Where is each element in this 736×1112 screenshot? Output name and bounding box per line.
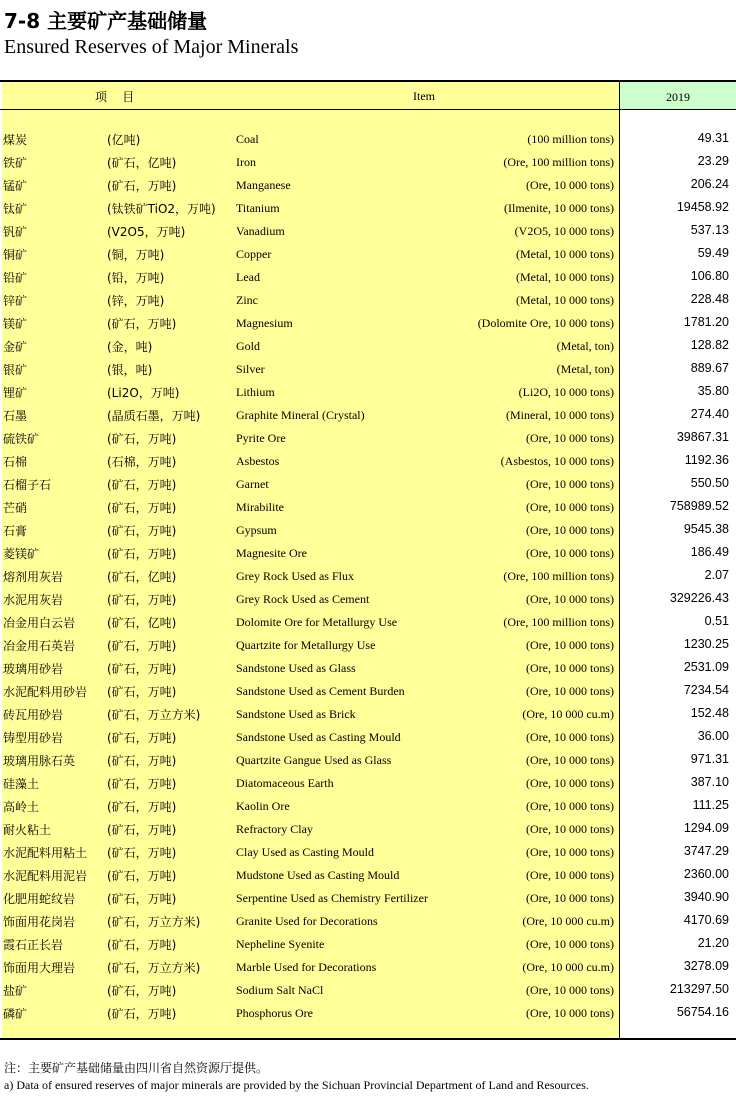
mineral-name-en: Quartzite for Metallurgy Use (236, 638, 376, 652)
unit-cn: (铜，万吨) (107, 248, 165, 262)
unit-en: (Ore, 10 000 tons) (526, 477, 614, 491)
reserve-value: 1781.20 (683, 315, 729, 329)
mineral-name-cn: 铜矿 (3, 248, 28, 262)
table-row (0, 840, 736, 863)
unit-en: (Ore, 10 000 tons) (526, 546, 614, 560)
table-row (0, 219, 736, 242)
unit-cn: (矿石，亿吨) (107, 616, 177, 630)
mineral-name-en: Gypsum (236, 523, 277, 537)
mineral-name-en: Magnesium (236, 316, 293, 330)
reserve-value: 1294.09 (683, 821, 729, 835)
table-body (0, 127, 736, 1024)
mineral-name-cn: 铸型用砂岩 (3, 731, 64, 745)
unit-en: (Ore, 10 000 tons) (526, 753, 614, 767)
unit-cn: (矿石，万吨) (107, 179, 177, 193)
unit-en: (Metal, 10 000 tons) (516, 293, 614, 307)
mineral-name-en: Graphite Mineral (Crystal) (236, 408, 365, 422)
mineral-name-en: Garnet (236, 477, 269, 491)
table-row (0, 702, 736, 725)
unit-cn: (矿石，万吨) (107, 639, 177, 653)
unit-cn: (矿石，万吨) (107, 823, 177, 837)
table-row (0, 656, 736, 679)
unit-cn: (矿石，万吨) (107, 984, 177, 998)
unit-cn: (矿石，万吨) (107, 524, 177, 538)
table-row (0, 771, 736, 794)
footnote-cn: 注：主要矿产基础储量由四川省自然资源厅提供。 (4, 1061, 269, 1075)
mineral-name-en: Granite Used for Decorations (236, 914, 378, 928)
table-row (0, 633, 736, 656)
mineral-name-cn: 水泥配料用粘土 (3, 846, 88, 860)
table-row (0, 978, 736, 1001)
table-row (0, 541, 736, 564)
reserve-value: 3940.90 (683, 890, 729, 904)
mineral-name-cn: 盐矿 (3, 984, 28, 998)
mineral-name-en: Serpentine Used as Chemistry Fertilizer (236, 891, 428, 905)
mineral-name-cn: 冶金用白云岩 (3, 616, 76, 630)
unit-en: (Ore, 100 million tons) (503, 155, 614, 169)
unit-cn: (矿石，万立方米) (107, 961, 201, 975)
reserve-value: 7234.54 (683, 683, 729, 697)
table-row (0, 725, 736, 748)
reserve-value: 2531.09 (683, 660, 729, 674)
reserve-value: 4170.69 (683, 913, 729, 927)
mineral-name-cn: 钒矿 (3, 225, 28, 239)
table-row (0, 1001, 736, 1024)
mineral-name-en: Marble Used for Decorations (236, 960, 377, 974)
reserve-value: 2.07 (704, 568, 729, 582)
unit-cn: (矿石，万吨) (107, 892, 177, 906)
unit-en: (Ore, 10 000 tons) (526, 431, 614, 445)
mineral-name-en: Refractory Clay (236, 822, 313, 836)
reserve-value: 39867.31 (676, 430, 729, 444)
unit-en: (Ore, 10 000 tons) (526, 937, 614, 951)
unit-en: (Metal, ton) (556, 339, 614, 353)
reserve-value: 550.50 (690, 476, 729, 490)
unit-en: (Ore, 10 000 tons) (526, 592, 614, 606)
table-row (0, 242, 736, 265)
unit-en: (Ore, 10 000 tons) (526, 730, 614, 744)
unit-cn: (矿石，万吨) (107, 685, 177, 699)
mineral-name-en: Diatomaceous Earth (236, 776, 334, 790)
mineral-name-en: Sandstone Used as Cement Burden (236, 684, 405, 698)
reserve-value: 59.49 (697, 246, 729, 260)
table-row (0, 587, 736, 610)
unit-en: (Ore, 10 000 tons) (526, 799, 614, 813)
unit-cn: (矿石，万吨) (107, 800, 177, 814)
unit-cn: (矿石，万吨) (107, 777, 177, 791)
table-row (0, 886, 736, 909)
mineral-name-en: Titanium (236, 201, 280, 215)
reserve-value: 206.24 (690, 177, 729, 191)
unit-cn: (矿石，万吨) (107, 1007, 177, 1021)
unit-cn: (银，吨) (107, 363, 153, 377)
mineral-name-cn: 高岭土 (3, 800, 40, 814)
reserve-value: 971.31 (690, 752, 729, 766)
mineral-name-en: Lead (236, 270, 260, 284)
table-row (0, 863, 736, 886)
minerals-table (0, 80, 736, 1040)
unit-en: (Ore, 10 000 tons) (526, 983, 614, 997)
mineral-name-cn: 水泥配料用泥岩 (3, 869, 88, 883)
unit-cn: (石棉，万吨) (107, 455, 177, 469)
mineral-name-cn: 镁矿 (3, 317, 28, 331)
reserve-value: 889.67 (690, 361, 729, 375)
table-row (0, 380, 736, 403)
mineral-name-cn: 石墨 (3, 409, 28, 423)
mineral-name-en: Dolomite Ore for Metallurgy Use (236, 615, 398, 629)
table-row (0, 265, 736, 288)
table-row (0, 518, 736, 541)
table-row (0, 426, 736, 449)
mineral-name-cn: 石榴子石 (3, 478, 52, 492)
mineral-name-cn: 玻璃用砂岩 (3, 662, 64, 676)
header-item-en: Item (413, 89, 435, 103)
mineral-name-cn: 煤炭 (3, 133, 28, 147)
mineral-name-cn: 磷矿 (3, 1007, 28, 1021)
mineral-name-cn: 霞石正长岩 (3, 938, 64, 952)
unit-en: (Ore, 10 000 tons) (526, 684, 614, 698)
mineral-name-cn: 玻璃用脉石英 (3, 754, 76, 768)
table-row (0, 679, 736, 702)
unit-cn: (矿石，亿吨) (107, 156, 177, 170)
mineral-name-en: Manganese (236, 178, 291, 192)
table-header (0, 82, 736, 110)
reserve-value: 213297.50 (669, 982, 729, 996)
table-row (0, 357, 736, 380)
unit-cn: (矿石，万吨) (107, 731, 177, 745)
mineral-name-cn: 石膏 (3, 524, 28, 538)
mineral-name-en: Coal (236, 132, 259, 146)
table-row (0, 173, 736, 196)
mineral-name-cn: 硫铁矿 (3, 432, 40, 446)
reserve-value: 111.25 (692, 798, 729, 812)
unit-en: (Metal, 10 000 tons) (516, 270, 614, 284)
unit-cn: (矿石，万吨) (107, 478, 177, 492)
mineral-name-en: Copper (236, 247, 272, 261)
unit-cn: (晶质石墨，万吨) (107, 409, 201, 423)
unit-en: (Ilmenite, 10 000 tons) (504, 201, 614, 215)
table-row (0, 196, 736, 219)
unit-cn: (矿石，万吨) (107, 869, 177, 883)
unit-en: (Metal, 10 000 tons) (516, 247, 614, 261)
table-row (0, 564, 736, 587)
unit-cn: (矿石，万吨) (107, 846, 177, 860)
reserve-value: 228.48 (690, 292, 729, 306)
mineral-name-en: Gold (236, 339, 260, 353)
mineral-name-cn: 钛矿 (3, 202, 28, 216)
mineral-name-cn: 硅藻土 (3, 777, 40, 791)
reserve-value: 21.20 (697, 936, 729, 950)
footnote-en: a) Data of ensured reserves of major minerals are provided by the Sichuan Provincial Department of Land and Resources. (4, 1078, 589, 1092)
reserve-value: 329226.43 (669, 591, 729, 605)
unit-cn: (矿石，亿吨) (107, 570, 177, 584)
unit-cn: (矿石，万吨) (107, 547, 177, 561)
reserve-value: 1192.36 (684, 453, 729, 467)
unit-cn: (Li2O，万吨) (107, 386, 180, 400)
mineral-name-en: Nepheline Syenite (236, 937, 325, 951)
table-row (0, 909, 736, 932)
reserve-value: 3747.29 (683, 844, 729, 858)
unit-en: (Ore, 10 000 tons) (526, 500, 614, 514)
unit-en: (Ore, 100 million tons) (503, 569, 614, 583)
mineral-name-en: Mirabilite (236, 500, 284, 514)
reserve-value: 23.29 (697, 154, 729, 168)
unit-cn: (锌，万吨) (107, 294, 165, 308)
mineral-name-cn: 饰面用大理岩 (3, 961, 76, 975)
table-row (0, 334, 736, 357)
unit-en: (Ore, 10 000 tons) (526, 1006, 614, 1020)
reserve-value: 387.10 (690, 775, 729, 789)
unit-cn: (金，吨) (107, 340, 153, 354)
mineral-name-cn: 金矿 (3, 340, 28, 354)
table-row (0, 955, 736, 978)
mineral-name-en: Sandstone Used as Glass (236, 661, 356, 675)
mineral-name-cn: 砖瓦用砂岩 (3, 708, 64, 722)
unit-cn: (铅，万吨) (107, 271, 165, 285)
reserve-value: 152.48 (690, 706, 729, 720)
mineral-name-cn: 锰矿 (3, 179, 28, 193)
page-title-cn: 7-8 主要矿产基础储量 (4, 9, 208, 33)
unit-en: (Mineral, 10 000 tons) (506, 408, 614, 422)
table-row (0, 449, 736, 472)
mineral-name-en: Iron (236, 155, 256, 169)
unit-en: (Ore, 10 000 tons) (526, 638, 614, 652)
header-year: 2019 (620, 82, 736, 109)
unit-en: (Li2O, 10 000 tons) (518, 385, 614, 399)
unit-en: (Ore, 10 000 tons) (526, 845, 614, 859)
unit-cn: (矿石，万吨) (107, 754, 177, 768)
reserve-value: 49.31 (697, 131, 729, 145)
mineral-name-en: Vanadium (236, 224, 285, 238)
table-row (0, 748, 736, 771)
unit-cn: (矿石，万立方米) (107, 708, 201, 722)
mineral-name-cn: 熔剂用灰岩 (3, 570, 64, 584)
unit-en: (Ore, 10 000 cu.m) (522, 960, 614, 974)
mineral-name-cn: 锂矿 (3, 386, 28, 400)
mineral-name-en: Kaolin Ore (236, 799, 290, 813)
unit-cn: (矿石，万吨) (107, 662, 177, 676)
table-row (0, 403, 736, 426)
unit-en: (Ore, 10 000 tons) (526, 523, 614, 537)
table-row (0, 610, 736, 633)
reserve-value: 56754.16 (676, 1005, 729, 1019)
table-row (0, 288, 736, 311)
mineral-name-cn: 菱镁矿 (3, 547, 40, 561)
mineral-name-en: Phosphorus Ore (236, 1006, 313, 1020)
mineral-name-cn: 饰面用花岗岩 (3, 915, 76, 929)
mineral-name-en: Pyrite Ore (236, 431, 286, 445)
unit-cn: (矿石，万吨) (107, 317, 177, 331)
reserve-value: 758989.52 (669, 499, 729, 513)
mineral-name-cn: 银矿 (3, 363, 28, 377)
unit-en: (Ore, 10 000 cu.m) (522, 707, 614, 721)
mineral-name-en: Zinc (236, 293, 258, 307)
unit-en: (Dolomite Ore, 10 000 tons) (477, 316, 614, 330)
mineral-name-cn: 化肥用蛇纹岩 (3, 892, 76, 906)
table-row (0, 127, 736, 150)
mineral-name-cn: 锌矿 (3, 294, 28, 308)
unit-en: (Ore, 10 000 tons) (526, 776, 614, 790)
header-item-cn: 项 目 (95, 90, 135, 104)
unit-en: (Ore, 10 000 cu.m) (522, 914, 614, 928)
unit-en: (Asbestos, 10 000 tons) (500, 454, 614, 468)
mineral-name-cn: 石棉 (3, 455, 28, 469)
reserve-value: 186.49 (690, 545, 729, 559)
mineral-name-en: Lithium (236, 385, 275, 399)
mineral-name-en: Clay Used as Casting Mould (236, 845, 374, 859)
mineral-name-en: Sodium Salt NaCl (236, 983, 324, 997)
unit-cn: (矿石，万吨) (107, 432, 177, 446)
reserve-value: 36.00 (697, 729, 729, 743)
mineral-name-cn: 冶金用石英岩 (3, 639, 76, 653)
table-row (0, 150, 736, 173)
unit-cn: (钛铁矿TiO2，万吨) (107, 202, 216, 216)
reserve-value: 0.51 (704, 614, 729, 628)
unit-en: (Ore, 100 million tons) (503, 615, 614, 629)
table-row (0, 817, 736, 840)
mineral-name-cn: 铁矿 (3, 156, 28, 170)
mineral-name-cn: 水泥用灰岩 (3, 593, 64, 607)
mineral-name-en: Grey Rock Used as Flux (236, 569, 354, 583)
reserve-value: 2360.00 (683, 867, 729, 881)
unit-en: (V2O5, 10 000 tons) (514, 224, 614, 238)
mineral-name-en: Mudstone Used as Casting Mould (236, 868, 400, 882)
unit-cn: (亿吨) (107, 133, 141, 147)
unit-cn: (矿石，万吨) (107, 938, 177, 952)
table-row (0, 472, 736, 495)
reserve-value: 35.80 (697, 384, 729, 398)
table-row (0, 495, 736, 518)
unit-cn: (V2O5，万吨) (107, 225, 186, 239)
table-row (0, 932, 736, 955)
unit-cn: (矿石，万立方米) (107, 915, 201, 929)
mineral-name-en: Grey Rock Used as Cement (236, 592, 370, 606)
reserve-value: 1230.25 (683, 637, 729, 651)
mineral-name-en: Silver (236, 362, 265, 376)
unit-en: (Ore, 10 000 tons) (526, 868, 614, 882)
unit-en: (Ore, 10 000 tons) (526, 178, 614, 192)
reserve-value: 274.40 (690, 407, 729, 421)
mineral-name-cn: 芒硝 (3, 501, 28, 515)
unit-cn: (矿石，万吨) (107, 593, 177, 607)
unit-en: (Ore, 10 000 tons) (526, 891, 614, 905)
reserve-value: 537.13 (690, 223, 729, 237)
unit-en: (100 million tons) (527, 132, 614, 146)
mineral-name-en: Sandstone Used as Casting Mould (236, 730, 401, 744)
reserve-value: 106.80 (690, 269, 729, 283)
mineral-name-en: Quartzite Gangue Used as Glass (236, 753, 392, 767)
table-row (0, 311, 736, 334)
mineral-name-cn: 铅矿 (3, 271, 28, 285)
reserve-value: 9545.38 (683, 522, 729, 536)
reserve-value: 19458.92 (676, 200, 729, 214)
unit-cn: (矿石，万吨) (107, 501, 177, 515)
reserve-value: 3278.09 (683, 959, 729, 973)
unit-en: (Metal, ton) (556, 362, 614, 376)
unit-en: (Ore, 10 000 tons) (526, 822, 614, 836)
mineral-name-en: Sandstone Used as Brick (236, 707, 356, 721)
mineral-name-cn: 水泥配料用砂岩 (3, 685, 88, 699)
mineral-name-cn: 耐火粘土 (3, 823, 52, 837)
reserve-value: 128.82 (690, 338, 729, 352)
page-title-en: Ensured Reserves of Major Minerals (4, 36, 299, 58)
mineral-name-en: Asbestos (236, 454, 280, 468)
unit-en: (Ore, 10 000 tons) (526, 661, 614, 675)
mineral-name-en: Magnesite Ore (236, 546, 307, 560)
table-row (0, 794, 736, 817)
